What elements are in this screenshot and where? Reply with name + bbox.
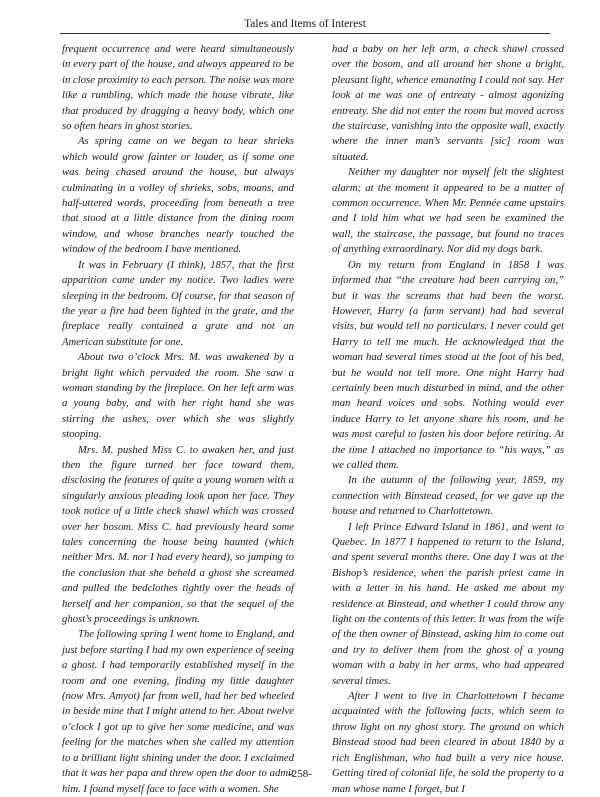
running-header: Tales and Items of Interest — [244, 18, 366, 30]
paragraph: had a baby on her left arm, a check shawl crossed over the bosom, and all around her shone a bright, pleasant light, whence emanating I could not say. Her look at me was one of entreaty - almost agonizing entreaty. She did not enter the room but moved across the staircase, vanishing into the opposite wall, exactly where the inner man’s servants [sic] room was situated. — [332, 43, 564, 163]
paragraph: It was in February (I think), 1857, that the first apparition came under my notice. Two ladies were sleeping in the bedroom. Of course, for that season of the year a fire had been lighted in the grate, and the fireplace really contained a grate and not an American substitute for one. — [62, 258, 294, 348]
paragraph: About two o’clock Mrs. M. was awakened by a bright light which pervaded the room. She saw a woman standing by the fireplace. On her left arm was a young baby, and with her right hand she was stirring the ashes, over which she was slightly stooping. — [62, 351, 294, 441]
paragraph: After I went to live in Charlottetown I became acquainted with the following facts, which seem to throw light on my ghost story. The ground on which Binstead stood had been cleared in about 1840 by a rich Englishman, who had built a very nice house. Getting tired of colonial life, he sold the property to a man whose name I forget, but I — [332, 690, 564, 795]
left-column — [62, 42, 294, 797]
page-number: -258- — [288, 768, 312, 780]
paragraph: frequent occurrence and were heard simultaneously in every part of the house, and always appeared to be in close proximity to each person. The noise was more like a rumbling, which made the house vibrate, like that produced by dragging a heavy body, which one so often hears in ghost stories. — [62, 43, 294, 133]
paragraph: Mrs. M. pushed Miss C. to awaken her, and just then the figure turned her face toward them, disclosing the features of quite a young women with a singularly anxious pleading look upon her face. They took notice of a little check shawl which was crossed over her bosom. Miss C. had previously heard some tales concerning the house being haunted (which neither Mrs. M. nor I had every heard), so jumping to the conclusion that she beheld a ghost she screamed and pulled the bedclothes tightly over the heads of herself and her companion, so that the sequel of the ghost’s proceedings is unknown. — [62, 443, 294, 626]
paragraph: I left Prince Edward Island in 1861, and went to Quebec. In 1877 I happened to return to the Island, and spent several months there. One day I was at the Bishop’s residence, when the parish priest came in with a letter in his hand. He asked me about my residence at Binstead, and whether I could throw any light on the contents of this letter. It was from the wife of the then owner of Binstead, asking him to come out and try to deliver them from the ghost of a young woman with a baby in her arms, who had appeared several times. — [332, 520, 564, 687]
paragraph: On my return from England in 1858 I was informed that “the creature had been carrying on,” but it was the screams that had been the worst. However, Harry (a farm servant) had had several visits, but would tell no particulars. I never could get Harry to tell me much. He acknowledged that the woman had several times stood at the foot of his bed, but he would not tell more. One night Harry had certainly been much disturbed in mind, and the other man heard voices and sobs. Nothing would ever induce Harry to let anyone share his room, and he was most careful to fasten his door before retiring. At the time I attached no importance to “his ways,” as we called them. — [332, 258, 564, 471]
paragraph: In the autumn of the following year, 1859, my connection with Binstead ceased, for we gave up the house and returned to Charlottetown. — [332, 474, 564, 518]
paragraph: As spring came on we began to hear shrieks which would grow fainter or louder, as if some one was being chased around the house, but always culminating in a volley of shrieks, sobs, moans, and half-uttered words, proceeding from beneath a tree that stood at a little distance from the dining room window, and whose branches nearly touched the window of the bedroom I have mentioned. — [62, 135, 294, 256]
header-rule — [60, 33, 550, 34]
paragraph: Neither my daughter nor myself felt the slightest alarm; at the moment it appeared to be a matter of common occurrence. When Mr. Pennée came upstairs and I told him what we had seen he examined the wall, the staircase, the passage, but found no traces of anything extraordinary. Nor did my dogs bark. — [332, 166, 564, 256]
right-column — [332, 42, 564, 797]
paragraph: The following spring I went home to England, and just before starting I had my own experience of seeing a ghost. I had temporarily established myself in the room and one evening, finding my little daughter (now Mrs. Amyot) far from well, had her bed wheeled in beside mine that I might attend to her. About twelve o’clock I got up to give her some medicine, and was feeling for the matches when she called my attention to a brilliant light shining under the door. I exclaimed that it was her papa and threw open the door to admit him. I found myself face to face with a women. She — [62, 628, 294, 795]
